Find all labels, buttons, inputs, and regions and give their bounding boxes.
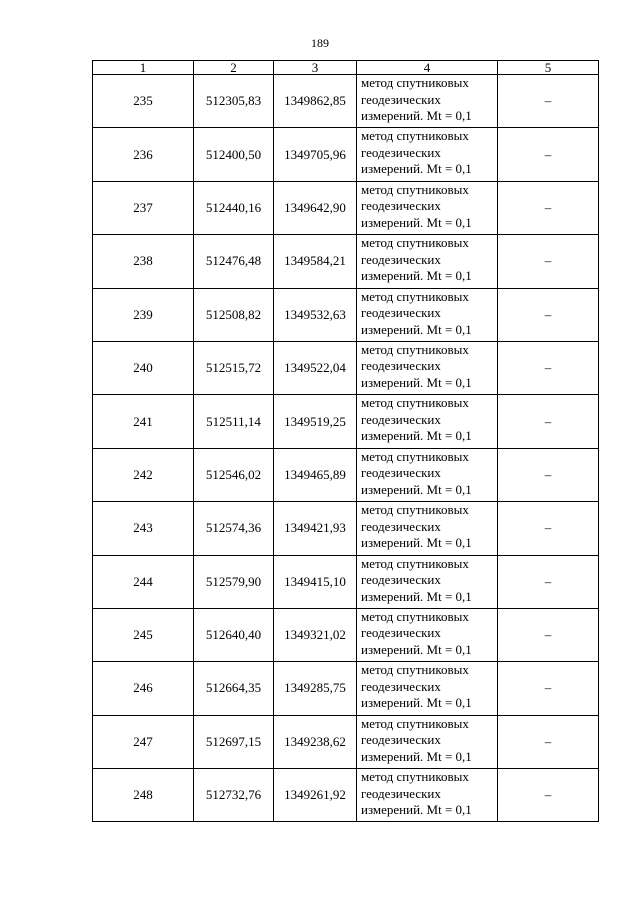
method-cell (357, 662, 498, 715)
y-coordinate-cell: 1349238,62 (274, 715, 357, 768)
method-cell (357, 341, 498, 394)
point-number-cell: 235 (93, 75, 194, 128)
point-number-cell: 242 (93, 448, 194, 501)
method-line: измерений. Mt = 0,1 (361, 695, 472, 711)
table-row (93, 769, 599, 822)
method-line: геодезических (361, 144, 441, 160)
table-row (93, 341, 599, 394)
method-line: метод спутниковых (361, 662, 469, 678)
x-coordinate-cell: 512508,82 (194, 288, 274, 341)
y-coordinate-cell: 1349415,10 (274, 555, 357, 608)
method-line: геодезических (361, 518, 441, 534)
column-5-cell: – (498, 288, 599, 341)
table-body (93, 75, 599, 822)
method-line: измерений. Mt = 0,1 (361, 802, 472, 818)
column-5-cell: – (498, 395, 599, 448)
method-line: геодезических (361, 572, 441, 588)
method-line: метод спутниковых (361, 608, 469, 624)
table-row (93, 448, 599, 501)
point-number-cell: 240 (93, 341, 194, 394)
method-line: метод спутниковых (361, 448, 469, 464)
column-5-cell: – (498, 128, 599, 181)
method-cell (357, 288, 498, 341)
y-coordinate-cell: 1349862,85 (274, 75, 357, 128)
header-col-1: 1 (93, 61, 194, 75)
method-cell (357, 608, 498, 661)
method-line: метод спутниковых (361, 235, 469, 251)
table-row (93, 555, 599, 608)
y-coordinate-cell: 1349584,21 (274, 235, 357, 288)
method-cell (357, 128, 498, 181)
point-number-cell: 241 (93, 395, 194, 448)
method-line: измерений. Mt = 0,1 (361, 588, 472, 604)
y-coordinate-cell: 1349522,04 (274, 341, 357, 394)
method-line: измерений. Mt = 0,1 (361, 641, 472, 657)
method-cell (357, 715, 498, 768)
method-line: метод спутниковых (361, 555, 469, 571)
x-coordinate-cell: 512579,90 (194, 555, 274, 608)
y-coordinate-cell: 1349421,93 (274, 502, 357, 555)
x-coordinate-cell: 512640,40 (194, 608, 274, 661)
method-line: измерений. Mt = 0,1 (361, 748, 472, 764)
table-row (93, 608, 599, 661)
point-number-cell: 247 (93, 715, 194, 768)
header-col-2: 2 (194, 61, 274, 75)
method-line: измерений. Mt = 0,1 (361, 268, 472, 284)
point-number-cell: 248 (93, 769, 194, 822)
method-cell (357, 448, 498, 501)
method-cell (357, 181, 498, 234)
column-5-cell: – (498, 502, 599, 555)
method-line: измерений. Mt = 0,1 (361, 374, 472, 390)
column-5-cell: – (498, 341, 599, 394)
column-5-cell: – (498, 662, 599, 715)
method-line: метод спутниковых (361, 341, 469, 357)
method-line: измерений. Mt = 0,1 (361, 481, 472, 497)
method-line: геодезических (361, 625, 441, 641)
method-line: геодезических (361, 305, 441, 321)
y-coordinate-cell: 1349532,63 (274, 288, 357, 341)
method-line: метод спутниковых (361, 75, 469, 90)
method-line: геодезических (361, 411, 441, 427)
x-coordinate-cell: 512697,15 (194, 715, 274, 768)
column-5-cell: – (498, 769, 599, 822)
x-coordinate-cell: 512305,83 (194, 75, 274, 128)
table-row (93, 75, 599, 128)
x-coordinate-cell: 512574,36 (194, 502, 274, 555)
method-line: геодезических (361, 465, 441, 481)
y-coordinate-cell: 1349705,96 (274, 128, 357, 181)
y-coordinate-cell: 1349519,25 (274, 395, 357, 448)
method-cell (357, 235, 498, 288)
method-line: измерений. Mt = 0,1 (361, 321, 472, 337)
header-col-5: 5 (498, 61, 599, 75)
point-number-cell: 236 (93, 128, 194, 181)
table-row (93, 235, 599, 288)
method-line: измерений. Mt = 0,1 (361, 161, 472, 177)
method-cell (357, 769, 498, 822)
point-number-cell: 237 (93, 181, 194, 234)
x-coordinate-cell: 512546,02 (194, 448, 274, 501)
y-coordinate-cell: 1349285,75 (274, 662, 357, 715)
header-col-4: 4 (357, 61, 498, 75)
method-line: геодезических (361, 91, 441, 107)
method-line: метод спутниковых (361, 288, 469, 304)
method-line: метод спутниковых (361, 395, 469, 411)
table-row (93, 128, 599, 181)
column-5-cell: – (498, 235, 599, 288)
table-row (93, 715, 599, 768)
table-row (93, 502, 599, 555)
method-line: измерений. Mt = 0,1 (361, 108, 472, 123)
method-line: измерений. Mt = 0,1 (361, 535, 472, 551)
method-line: геодезических (361, 732, 441, 748)
method-line: геодезических (361, 678, 441, 694)
method-line: метод спутниковых (361, 502, 469, 518)
x-coordinate-cell: 512476,48 (194, 235, 274, 288)
x-coordinate-cell: 512440,16 (194, 181, 274, 234)
column-5-cell: – (498, 715, 599, 768)
method-cell (357, 75, 498, 128)
x-coordinate-cell: 512515,72 (194, 341, 274, 394)
coordinates-table (92, 60, 599, 822)
method-line: метод спутниковых (361, 181, 469, 197)
method-line: метод спутниковых (361, 128, 469, 144)
method-cell (357, 395, 498, 448)
column-5-cell: – (498, 555, 599, 608)
point-number-cell: 245 (93, 608, 194, 661)
x-coordinate-cell: 512732,76 (194, 769, 274, 822)
table-row (93, 662, 599, 715)
point-number-cell: 238 (93, 235, 194, 288)
method-cell (357, 555, 498, 608)
table-row (93, 288, 599, 341)
method-line: измерений. Mt = 0,1 (361, 428, 472, 444)
method-cell (357, 502, 498, 555)
column-5-cell: – (498, 608, 599, 661)
x-coordinate-cell: 512664,35 (194, 662, 274, 715)
x-coordinate-cell: 512511,14 (194, 395, 274, 448)
y-coordinate-cell: 1349261,92 (274, 769, 357, 822)
method-line: геодезических (361, 198, 441, 214)
y-coordinate-cell: 1349465,89 (274, 448, 357, 501)
header-col-3: 3 (274, 61, 357, 75)
table-row (93, 181, 599, 234)
column-5-cell: – (498, 75, 599, 128)
point-number-cell: 243 (93, 502, 194, 555)
column-5-cell: – (498, 181, 599, 234)
page-number: 189 (311, 36, 329, 50)
point-number-cell: 244 (93, 555, 194, 608)
method-line: геодезических (361, 251, 441, 267)
table-row (93, 395, 599, 448)
point-number-cell: 239 (93, 288, 194, 341)
y-coordinate-cell: 1349321,02 (274, 608, 357, 661)
table-header-row (93, 61, 599, 75)
method-line: метод спутниковых (361, 769, 469, 785)
method-line: геодезических (361, 785, 441, 801)
x-coordinate-cell: 512400,50 (194, 128, 274, 181)
point-number-cell: 246 (93, 662, 194, 715)
method-line: метод спутниковых (361, 715, 469, 731)
method-line: геодезических (361, 358, 441, 374)
method-line: измерений. Mt = 0,1 (361, 214, 472, 230)
y-coordinate-cell: 1349642,90 (274, 181, 357, 234)
column-5-cell: – (498, 448, 599, 501)
